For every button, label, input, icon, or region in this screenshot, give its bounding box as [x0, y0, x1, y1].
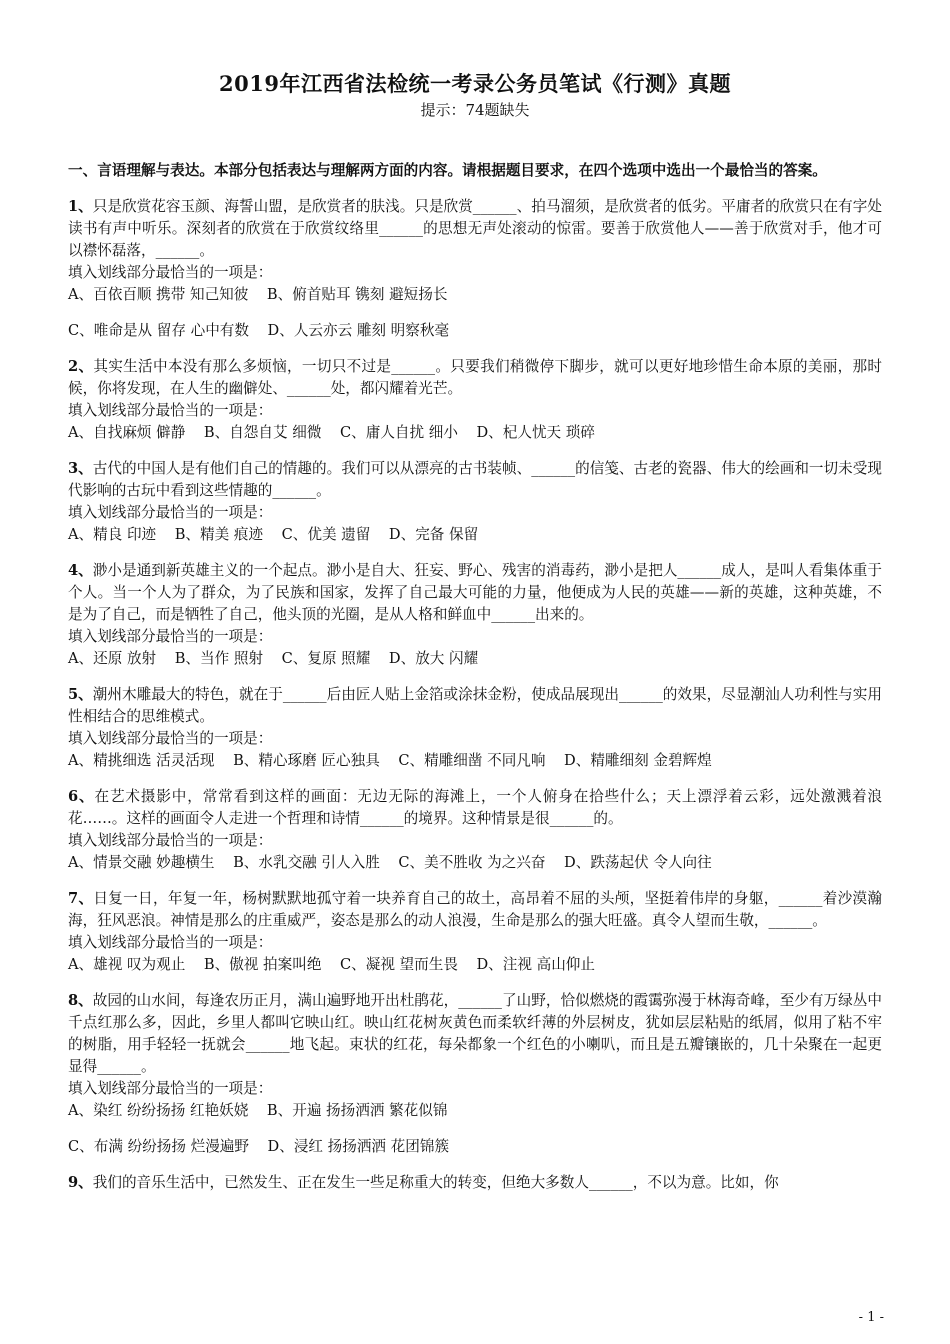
- question-prompt: 填入划线部分最恰当的一项是：: [68, 730, 273, 747]
- question-stem: 只是欣赏花容玉颜、海誓山盟，是欣赏者的肤浅。只是欣赏______、拍马溜须，是欣赏者的低劣。平庸者的欣赏只在有字处读书有声中听乐。深刻者的欣赏在于欣赏纹络里______的思想无声处滚动的惊雷。要善于欣赏他人——善于欣赏对手，他才可以襟怀磊落，______。: [68, 198, 882, 259]
- options-line: A、精良 印迹 B、精美 痕迹 C、优美 遗留 D、完备 保留: [68, 526, 479, 543]
- question-number: 8、: [68, 992, 93, 1009]
- document-body: [68, 160, 882, 1208]
- options-line: A、百依百顺 携带 知己知彼 B、俯首贴耳 镌刻 避短扬长: [68, 286, 448, 303]
- question-stem: 故园的山水间，每逢农历正月，满山遍野地开出杜鹃花，______了山野，恰似燃烧的霞霭弥漫于林海奇峰，至少有万绿丛中千点红那么多，因此，乡里人都叫它映山红。映山红花树灰黄色而柔软纤薄的外层树皮，犹如层层粘贴的纸屑，似用了粘不牢的树脂，用手轻轻一抚就会______地飞起。束状的红花，每朵都象一个红色的小喇叭，而且是五瓣镶嵌的，几十朵聚在一起更显得______。: [68, 992, 882, 1075]
- question-number: 5、: [68, 686, 93, 703]
- options-line: C、唯命是从 留存 心中有数 D、人云亦云 雕刻 明察秋毫: [68, 322, 450, 339]
- page-number: - 1 -: [858, 1310, 884, 1325]
- question-stem: 在艺术摄影中，常常看到这样的画面：无边无际的海滩上，一个人俯身在拾些什么；天上漂浮着云彩，远处激溅着浪花……。这样的画面令人走进一个哲理和诗情______的境界。这种情景是很______的。: [68, 788, 882, 827]
- question-stem: 古代的中国人是有他们自己的情趣的。我们可以从漂亮的古书装帧、______的信笺、古老的瓷器、伟大的绘画和一切未受现代影响的古玩中看到这些情趣的______。: [68, 460, 882, 499]
- question-prompt: 填入划线部分最恰当的一项是：: [68, 628, 273, 645]
- question-5: [68, 684, 882, 772]
- section-heading: 一、言语理解与表达。本部分包括表达与理解两方面的内容。请根据题目要求，在四个选项中选出一个最恰当的答案。: [68, 162, 827, 179]
- question-2: [68, 356, 882, 444]
- document-subtitle: 提示：74题缺失: [420, 101, 530, 119]
- question-stem: 日复一日，年复一年，杨树默默地孤守着一块养育自己的故土，高昂着不屈的头颅，坚挺着伟岸的身躯，______着沙漠瀚海，狂风恶浪。神情是那么的庄重威严，姿态是那么的动人浪漫，生命是那么的强大旺盛。真令人望而生敬，______。: [68, 890, 882, 929]
- question-stem: 渺小是通到新英雄主义的一个起点。渺小是自大、狂妄、野心、残害的消毒药，渺小是把人______成人，是叫人看集体重于个人。当一个人为了群众，为了民族和国家，发挥了自己最大可能的力量，他便成为人民的英雄——新的英雄，这种英雄，不是为了自己，而是牺牲了自己，他头顶的光圈，是从人格和鲜血中______出来的。: [68, 562, 882, 623]
- options-line: A、自找麻烦 僻静 B、自怨自艾 细微 C、庸人自扰 细小 D、杞人忧天 琐碎: [68, 424, 595, 441]
- question-stem: 我们的音乐生活中，已然发生、正在发生一些足称重大的转变，但绝大多数人______，不以为意。比如，你: [92, 1174, 779, 1191]
- question-prompt: 填入划线部分最恰当的一项是：: [68, 504, 273, 521]
- question-number: 7、: [68, 890, 94, 907]
- question-4: [68, 560, 882, 670]
- question-prompt: 填入划线部分最恰当的一项是：: [68, 934, 273, 951]
- options-line: A、情景交融 妙趣横生 B、水乳交融 引人入胜 C、美不胜收 为之兴奋 D、跌荡起伏 令人向往: [68, 854, 712, 871]
- question-stem: 其实生活中本没有那么多烦恼，一切只不过是______。只要我们稍微停下脚步，就可以更好地珍惜生命本原的美丽，那时候，你将发现，在人生的幽僻处、______处，都闪耀着光芒。: [68, 358, 882, 397]
- question-number: 9、: [68, 1174, 93, 1191]
- options-line: A、还原 放射 B、当作 照射 C、复原 照耀 D、放大 闪耀: [68, 650, 479, 667]
- question-number: 1、: [68, 198, 93, 215]
- question-stem: 潮州木雕最大的特色，就在于______后由匠人贴上金箔或涂抹金粉，使成品展现出______的效果，尽显潮汕人功利性与实用性相结合的思维模式。: [68, 686, 882, 725]
- options-line: A、雄视 叹为观止 B、傲视 拍案叫绝 C、凝视 望而生畏 D、注视 高山仰止: [68, 956, 595, 973]
- question-7: [68, 888, 882, 976]
- question-prompt: 填入划线部分最恰当的一项是：: [68, 832, 273, 849]
- question-8: [68, 990, 882, 1158]
- document-title: 2019年江西省法检统一考录公务员笔试《行测》真题: [219, 71, 731, 96]
- options-line: C、布满 纷纷扬扬 烂漫遍野 D、浸红 扬扬洒洒 花团锦簇: [68, 1138, 450, 1155]
- question-6: [68, 786, 882, 874]
- question-number: 3、: [68, 460, 93, 477]
- question-3: [68, 458, 882, 546]
- question-1: [68, 196, 882, 342]
- options-line: A、精挑细选 活灵活现 B、精心琢磨 匠心独具 C、精雕细凿 不同凡响 D、精雕细刻 金碧辉煌: [68, 752, 712, 769]
- options-line: A、染红 纷纷扬扬 红艳妖娆 B、开遍 扬扬洒洒 繁花似锦: [68, 1102, 448, 1119]
- question-prompt: 填入划线部分最恰当的一项是：: [68, 1080, 273, 1097]
- question-number: 2、: [68, 358, 94, 375]
- question-9: [68, 1172, 882, 1194]
- question-number: 6、: [68, 788, 95, 805]
- question-prompt: 填入划线部分最恰当的一项是：: [68, 264, 273, 281]
- question-number: 4、: [68, 562, 93, 579]
- question-prompt: 填入划线部分最恰当的一项是：: [68, 402, 273, 419]
